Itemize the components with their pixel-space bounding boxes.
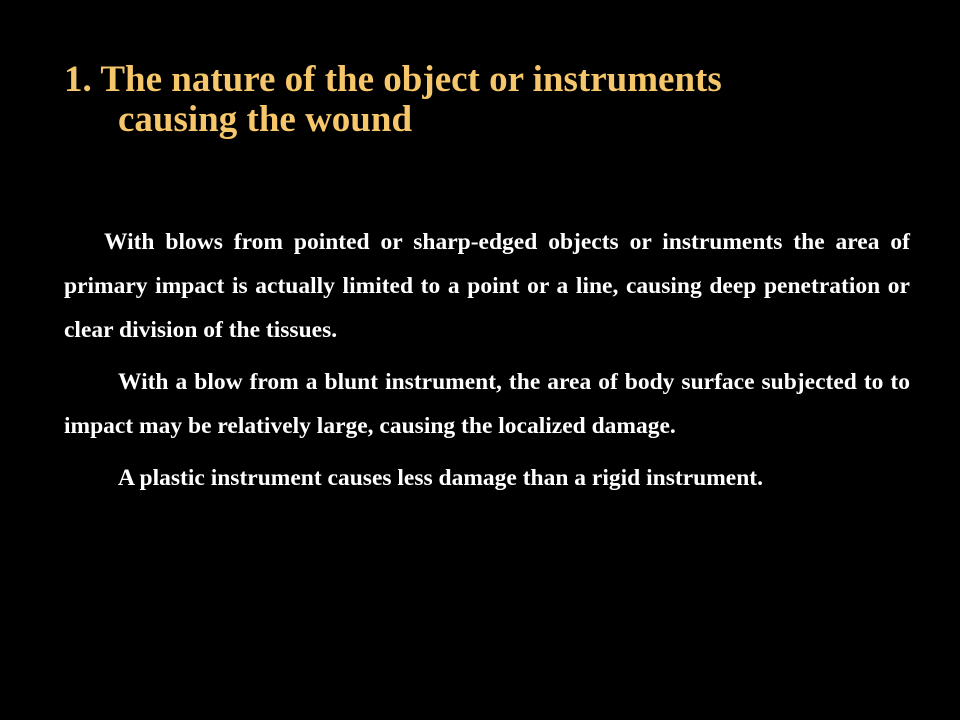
- paragraph-plastic-instrument: A plastic instrument causes less damage than a rigid instrument.: [118, 465, 763, 491]
- slide-title-line-2: causing the wound: [118, 99, 413, 140]
- paragraph-blunt-instrument: With a blow from a blunt instrument, the area of body surface subjected to to impact may be relatively large, causing the localized damage.: [64, 369, 910, 439]
- slide-title: [64, 60, 924, 140]
- slide-body: [64, 220, 910, 508]
- paragraph-sharp-objects: With blows from pointed or sharp-edged objects or instruments the area of primary impact is actually limited to a point or a line, causing deep penetration or clear division of the tissues.: [64, 229, 910, 343]
- slide-title-line-1: 1. The nature of the object or instruments: [64, 59, 722, 100]
